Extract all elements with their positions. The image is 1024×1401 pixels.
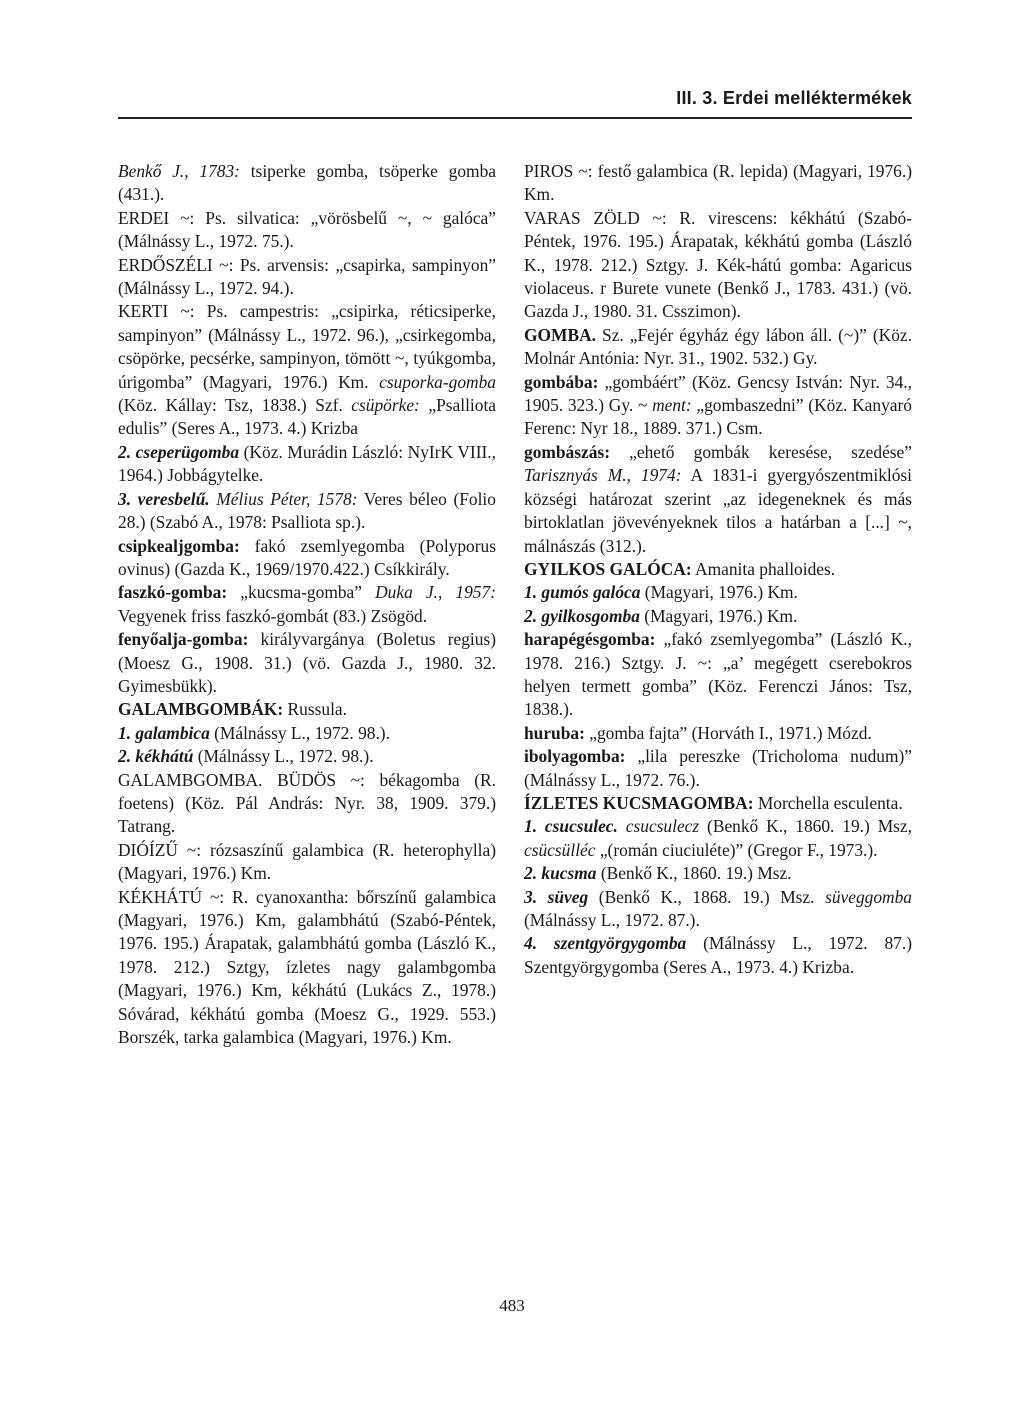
dictionary-entry: GYILKOS GALÓCA: Amanita phalloides. <box>524 558 836 579</box>
header-rule <box>118 117 912 119</box>
dictionary-entry: GALAMBGOMBÁK: Russula. <box>118 699 347 720</box>
dictionary-entry: fenyőalja-gomba: királyvargánya (Boletus regius) (Moesz G., 1908. 31.) (vö. Gazda J., 1980. 32. Gyimesbükk). <box>118 629 496 696</box>
dictionary-entry: ÍZLETES KUCSMAGOMBA: Morchella esculenta. <box>524 792 903 813</box>
dictionary-entry: Benkő J., 1783: tsiperke gomba, tsöperke gomba (431.). <box>118 161 496 205</box>
dictionary-entry: 1. gumós galóca (Magyari, 1976.) Km. <box>524 582 798 603</box>
dictionary-entry: KERTI ~: Ps. campestris: „csipirka, réticsiperke, sampinyon” (Málnássy L., 1972. 96.), „csirkegomba, csöpörke, pecsérke, sampinyon, tömött ~, tyúkgomba, úrigomba” (Magyari, 1976.) Km. csuporka-gomba (Köz. Kállay: Tsz, 1838.) Szf. csüpörke: „Psalliota edulis” (Seres A., 1973. 4.) Krizba <box>118 301 496 439</box>
dictionary-entry: 1. galambica (Málnássy L., 1972. 98.). <box>118 722 390 743</box>
dictionary-entry: 2. kékhátú (Málnássy L., 1972. 98.). <box>118 746 374 767</box>
dictionary-entry: GOMBA. Sz. „Fejér égyház égy lábon áll. (~)” (Köz. Molnár Antónia: Nyr. 31., 1902. 532.) Gy. <box>524 324 912 369</box>
dictionary-entry: ERDEI ~: Ps. silvatica: „vörösbelű ~, ~ galóca” (Málnássy L., 1972. 75.). <box>118 207 496 252</box>
dictionary-entry: harapégésgomba: „fakó zsemlyegomba” (László K., 1978. 216.) Sztgy. J. ~: „a’ megégett cserebokros helyen termett gomba” (Köz. Ferenczi János: Tsz, 1838.). <box>524 629 912 720</box>
dictionary-entry: csipkealjgomba: fakó zsemlyegomba (Polyporus ovinus) (Gazda K., 1969/1970.422.) Csíkkirály. <box>118 535 496 579</box>
dictionary-entry: PIROS ~: festő galambica (R. lepida) (Magyari, 1976.) Km. <box>524 161 912 205</box>
dictionary-entry: 1. csucsulec. csucsulecz (Benkő K., 1860. 19.) Msz, csücsülléc „(román ciuciuléte)” (Gregor F., 1973.). <box>524 816 912 860</box>
dictionary-entry: 4. szentgyörgygomba (Málnássy L., 1972. 87.) Szentgyörgygomba (Seres A., 1973. 4.) Krizba. <box>524 933 912 977</box>
dictionary-entry: GALAMBGOMBA. BÜDÖS ~: békagomba (R. foetens) (Köz. Pál András: Nyr. 38, 1909. 379.) Tatrang. <box>118 769 496 837</box>
dictionary-entry: 2. cseperügomba (Köz. Murádin László: NyIrK VIII., 1964.) Jobbágytelke. <box>118 441 496 486</box>
dictionary-entry: faszkó-gomba: „kucsma-gomba” Duka J., 1957: Vegyenek friss faszkó-gombát (83.) Zsögöd. <box>118 582 496 626</box>
running-header: III. 3. Erdei melléktermékek <box>676 88 912 108</box>
dictionary-entry: KÉKHÁTÚ ~: R. cyanoxantha: bőrszínű galambica (Magyari, 1976.) Km, galambhátú (Szabó-Péntek, 1976. 195.) Árapatak, galambhátú gomba (László K., 1978. 212.) Sztgy, ízletes nagy galambgomba (Magyari, 1976.) Km, kékhátú (Lukács Z., 1978.) Sóvárad, kékhátú gomba (Moesz G., 1929. 553.) Borszék, tarka galambica (Magyari, 1976.) Km. <box>118 886 496 1048</box>
dictionary-entry: gombászás: „ehető gombák keresése, szedése” Tarisznyás M., 1974: A 1831-i gyergyószentmiklósi községi határozat szerint „az idegeneknek és más birtoklatlan jövevényeknek tilos a határban a [...] ~, málnászás (312.). <box>524 441 913 556</box>
dictionary-entry: 3. veresbelű. Mélius Péter, 1578: Veres béleo (Folio 28.) (Szabó A., 1978: Psalliota sp.). <box>118 488 496 533</box>
dictionary-entry: huruba: „gomba fajta” (Horváth I., 1971.) Mózd. <box>524 722 872 743</box>
left-column <box>118 160 496 1049</box>
dictionary-entry: 2. kucsma (Benkő K., 1860. 19.) Msz. <box>524 863 792 884</box>
dictionary-entry: 3. süveg (Benkő K., 1868. 19.) Msz. süveggomba (Málnássy L., 1972. 87.). <box>524 886 912 930</box>
dictionary-entry: 2. gyilkosgomba (Magyari, 1976.) Km. <box>524 605 798 626</box>
dictionary-entry: ERDŐSZÉLI ~: Ps. arvensis: „csapirka, sampinyon” (Málnássy L., 1972. 94.). <box>118 254 496 299</box>
right-column <box>524 160 912 979</box>
dictionary-entry: VARAS ZÖLD ~: R. virescens: kékhátú (Szabó-Péntek, 1976. 195.) Árapatak, kékhátú gomba (László K., 1978. 212.) Sztgy. J. Kék-hátú gomba: Agaricus violaceus. r Burete vunete (Benkő J., 1783. 431.) (vö. Gazda J., 1980. 31. Csszimon). <box>524 207 912 322</box>
page-number: 483 <box>499 1296 525 1315</box>
dictionary-entry: gombába: „gombáért” (Köz. Gencsy István: Nyr. 34., 1905. 323.) Gy. ~ ment: „gombaszedni” (Köz. Kanyaró Ferenc: Nyr 18., 1889. 371.) Csm. <box>524 371 912 439</box>
dictionary-entry: ibolyagomba: „lila pereszke (Tricholoma nudum)” (Málnássy L., 1972. 76.). <box>524 746 912 790</box>
dictionary-entry: DIÓÍZŰ ~: rózsaszínű galambica (R. heterophylla) (Magyari, 1976.) Km. <box>118 839 496 884</box>
